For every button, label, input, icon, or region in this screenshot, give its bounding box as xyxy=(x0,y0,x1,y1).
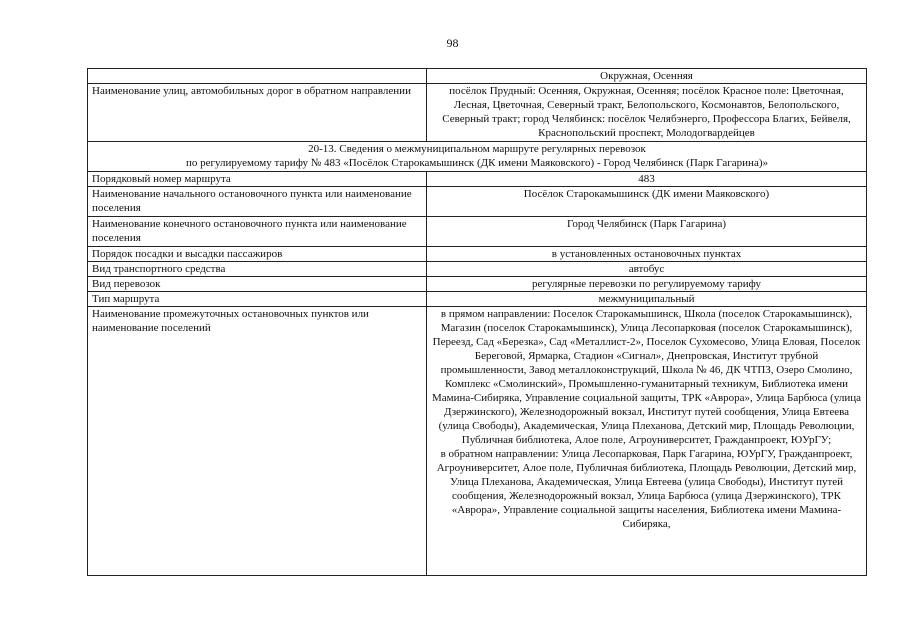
row-label: Вид перевозок xyxy=(88,277,427,292)
table-row xyxy=(88,172,867,187)
row-label: Порядковый номер маршрута xyxy=(88,172,427,187)
table-row xyxy=(88,307,867,576)
row-label: Тип маршрута xyxy=(88,292,427,307)
table-row xyxy=(88,84,867,142)
row-value xyxy=(427,307,867,576)
stops-reverse: в обратном направлении: Улица Лесопарковая, Парк Гагарина, ЮУрГУ, Гражданпроект, Агроуниверситет, Алое поле, Публичная библиотека, Площадь Революции, Детский мир, Улица Плеханова, Академическая, Улица Евтеева (улица Свободы), Институт путей сообщения, Железнодорожный вокзал, Улица Барбюса (улица Дзержинского), ТРК «Аврора», Управление социальной защиты населения, Библиотека имени Мамина-Сибиряка, xyxy=(436,448,857,530)
row-value: посёлок Прудный: Осенняя, Окружная, Осенняя; посёлок Красное поле: Цветочная, Лесная, Цветочная, Северный тракт, Белопольского, Космонавтов, Белопольского, Северный тракт; город Челябинск: посёлок Челябэнерго, Профессора Благих, Бейвеля, Краснопольский проспект, Молодогвардейцев xyxy=(427,84,867,142)
row-value: Город Челябинск (Парк Гагарина) xyxy=(427,217,867,247)
row-value: Посёлок Старокамышинск (ДК имени Маяковского) xyxy=(427,187,867,217)
row-value: регулярные перевозки по регулируемому тарифу xyxy=(427,277,867,292)
row-label: Наименование промежуточных остановочных пунктов или наименование поселений xyxy=(88,307,427,576)
row-value: 483 xyxy=(427,172,867,187)
table-row xyxy=(88,262,867,277)
row-value: в установленных остановочных пунктах xyxy=(427,247,867,262)
row-value: автобус xyxy=(427,262,867,277)
table-row xyxy=(88,217,867,247)
section-heading-line1: 20-13. Сведения о межмуниципальном маршруте регулярных перевозок xyxy=(308,143,646,155)
stops-direct: в прямом направлении: Поселок Старокамышинск, Школа (поселок Старокамышинск), Магазин (поселок Старокамышинск), Улица Лесопарковая (поселок Старокамышинск), Переезд, Сад «Березка», Сад «Металлист-2», Поселок Сухомесово, Улица Еловая, Поселок Береговой, Ярмарка, Стадион «Сигнал», Днепровская, Институт трубной промышленности, Завод металлоконструкций, Школа № 46, ДК ЧТПЗ, Озеро Смолино, Комплекс «Смолинский», Промышленно-гуманитарный техникум, Библиотека имени Мамина-Сибиряка, Управление социальной защиты, ТРК «Аврора», Улица Барбюса (улица Дзержинского), Железнодорожный вокзал, Институт путей сообщения, Улица Евтеева (улица Свободы), Академическая, Улица Плеханова, Детский мир, Площадь Революции, Публичная библиотека, Алое поле, Агроуниверситет, Гражданпроект, ЮУрГУ; xyxy=(431,308,861,446)
table-row xyxy=(88,277,867,292)
section-heading xyxy=(88,142,867,172)
row-value: Окружная, Осенняя xyxy=(427,69,867,84)
row-label: Наименование начального остановочного пункта или наименование поселения xyxy=(88,187,427,217)
row-label: Вид транспортного средства xyxy=(88,262,427,277)
table-row xyxy=(88,69,867,84)
row-value: межмуниципальный xyxy=(427,292,867,307)
row-label: Порядок посадки и высадки пассажиров xyxy=(88,247,427,262)
table-row xyxy=(88,292,867,307)
section-heading-line2: по регулируемому тарифу № 483 «Посёлок Старокамышинск (ДК имени Маяковского) - Город Челябинск (Парк Гагарина)» xyxy=(186,157,768,169)
route-info-table xyxy=(87,68,867,576)
table-row xyxy=(88,187,867,217)
page-number: 98 xyxy=(446,36,459,50)
row-label xyxy=(88,69,427,84)
row-label: Наименование конечного остановочного пункта или наименование поселения xyxy=(88,217,427,247)
section-heading-row xyxy=(88,142,867,172)
table-row xyxy=(88,247,867,262)
row-label: Наименование улиц, автомобильных дорог в обратном направлении xyxy=(88,84,427,142)
